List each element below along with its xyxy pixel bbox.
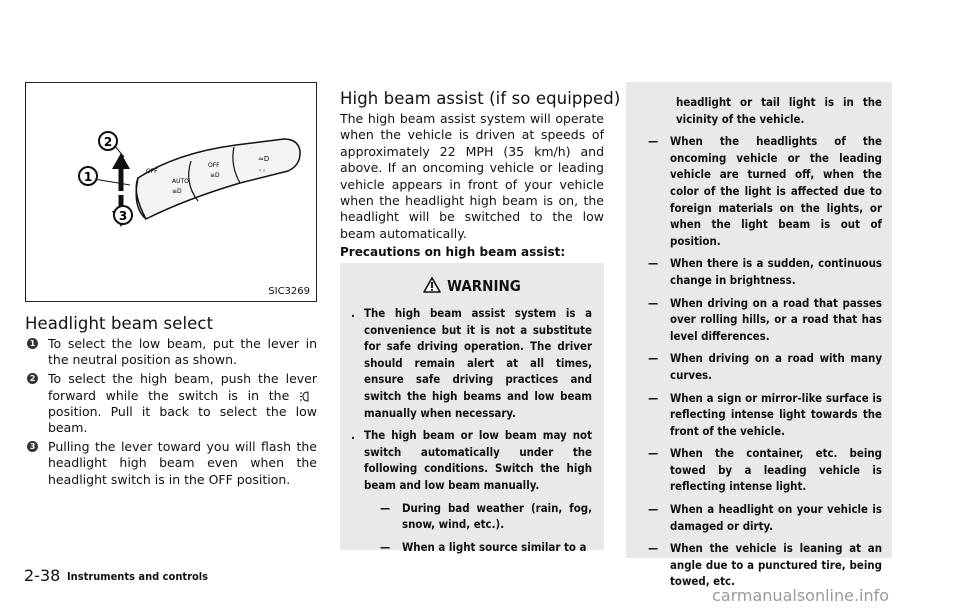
condition-2: — When there is a sudden, continuous change in brightness. — [648, 256, 882, 287]
condition-8-text: When the vehicle is leaning at an angle due to a punctured tire, being towed, etc. — [670, 541, 882, 589]
callout-1 — [79, 167, 97, 185]
condition-1-text: When the headlights of the oncoming vehicle or the leading vehicle are turned off, when the color of the light is affected due to foreign materials on the lights, or when the light beam is out of position. — [670, 134, 882, 248]
condition-4-text: When driving on a road with many curves. — [670, 351, 882, 382]
step-2 — [26, 371, 317, 436]
warning-dash-2: — When a light source similar to a — [380, 539, 587, 554]
svg-text:≈D: ≈D — [258, 155, 270, 163]
warning-continuation-box — [626, 82, 892, 589]
svg-text:OFF: OFF — [146, 168, 158, 175]
svg-text:OFF: OFF — [208, 162, 220, 169]
warning-dash-2-text: When a light source similar to a — [402, 539, 587, 554]
figure-code: SIC3269 — [268, 286, 310, 297]
headlight-beam-select-heading: Headlight beam select — [25, 314, 214, 333]
warning-bullet-1: . The high beam assist system is a convenience but it is not a substitute for safe driving operation. The driver should remain alert at all times, ensure safe driving practices and switch the high beams and low beam manually when necessary. — [351, 306, 592, 420]
condition-1: — When the headlights of the oncoming vehicle or the leading vehicle are turned off, when the color of the light is affected due to foreign materials on the lights, or when the light beam is out of position. — [648, 134, 882, 248]
warning-dash-1: — During bad weather (rain, fog, snow, wind, etc.). — [380, 500, 592, 532]
svg-text:≡D: ≡D — [172, 188, 182, 195]
condition-7-text: When a headlight on your vehicle is damaged or dirty. — [670, 502, 882, 533]
svg-text:1: 1 — [83, 170, 93, 184]
condition-8: — When the vehicle is leaning at an angle due to a punctured tire, being towed, etc. — [648, 541, 882, 589]
beam-select-steps — [26, 336, 317, 491]
step-1 — [26, 336, 317, 368]
warning-bullet-2-text: The high beam or low beam may not switch automatically under the following conditions. Switch the high beam and low beam manually. — [364, 428, 592, 492]
page-number: 2-38 — [24, 566, 61, 585]
step-3 — [26, 439, 317, 488]
step-2-text-a: To select the high beam, push the lever forward while the switch is in the — [48, 371, 317, 403]
condition-6-text: When the container, etc. being towed by a leading vehicle is reflecting intense light. — [670, 446, 882, 494]
step-number-2: 2 — [27, 373, 38, 384]
step-3-text: Pulling the lever toward you will flash the headlight high beam even when the headlight switch is in the OFF position. — [48, 439, 317, 487]
warning-header — [340, 277, 604, 295]
high-beam-assist-intro: The high beam assist system will operate when the vehicle is driven at speeds of approximately 22 MPH (35 km/h) and above. If an oncoming vehicle or leading vehicle appears in front of your vehicle when the headlight high beam is on, the headlight will be switched to the low beam automatically. — [340, 111, 604, 241]
headlight-lever-figure — [25, 82, 317, 302]
condition-2-text: When there is a sudden, continuous change in brightness. — [670, 256, 882, 287]
high-beam-assist-heading: High beam assist (if so equipped) — [340, 89, 621, 108]
step-number-3: 3 — [27, 441, 38, 452]
precautions-label: Precautions on high beam assist: — [340, 245, 566, 259]
section-title: Instruments and controls — [67, 570, 209, 583]
svg-text:3: 3 — [118, 209, 128, 223]
step-number-1: 1 — [27, 338, 38, 349]
condition-5-text: When a sign or mirror-like surface is reflecting intense light towards the front of the vehicle. — [670, 390, 882, 438]
condition-7: — When a headlight on your vehicle is damaged or dirty. — [648, 502, 882, 533]
step-2-text-b: position. Pull it back to select the low beam. — [48, 403, 317, 436]
svg-text:≡D: ≡D — [210, 172, 220, 179]
condition-3-text: When driving on a road that passes over rolling hills, or a road that has level differences. — [670, 295, 882, 343]
warning-triangle-icon — [423, 277, 441, 293]
warning-box — [340, 263, 604, 554]
svg-text:◦◦: ◦◦ — [258, 167, 267, 175]
watermark-text: carmanualsonline.info — [712, 586, 890, 605]
warning-dash-1-text: During bad weather (rain, fog, snow, wind, etc.). — [402, 500, 592, 532]
warning-bullet-2: . The high beam or low beam may not switch automatically under the following conditions. Switch the high beam and low beam manually. — [351, 428, 592, 492]
svg-text:AUTO: AUTO — [172, 178, 189, 185]
step-1-text: To select the low beam, put the lever in the neutral position as shown. — [48, 336, 317, 368]
callout-2 — [99, 132, 117, 150]
warning-title: WARNING — [447, 277, 521, 295]
callout-3 — [114, 206, 132, 224]
svg-text:2: 2 — [103, 135, 113, 149]
headlight-lever-illustration — [26, 83, 316, 301]
condition-6: — When the container, etc. being towed by a leading vehicle is reflecting intense light. — [648, 446, 882, 494]
condition-4: — When driving on a road with many curves. — [648, 351, 882, 382]
headlight-icon — [299, 391, 317, 402]
warning-bullet-1-text: The high beam assist system is a convenience but it is not a substitute for safe driving operation. The driver should remain alert at all times, ensure safe driving practices and switch the high beams and low beam manually when necessary. — [364, 306, 592, 420]
continuation-text: headlight or tail light is in the vicinity of the vehicle. — [676, 95, 882, 126]
condition-3: — When driving on a road that passes over rolling hills, or a road that has level differences. — [648, 295, 882, 343]
condition-5: — When a sign or mirror-like surface is reflecting intense light towards the front of the vehicle. — [648, 390, 882, 438]
